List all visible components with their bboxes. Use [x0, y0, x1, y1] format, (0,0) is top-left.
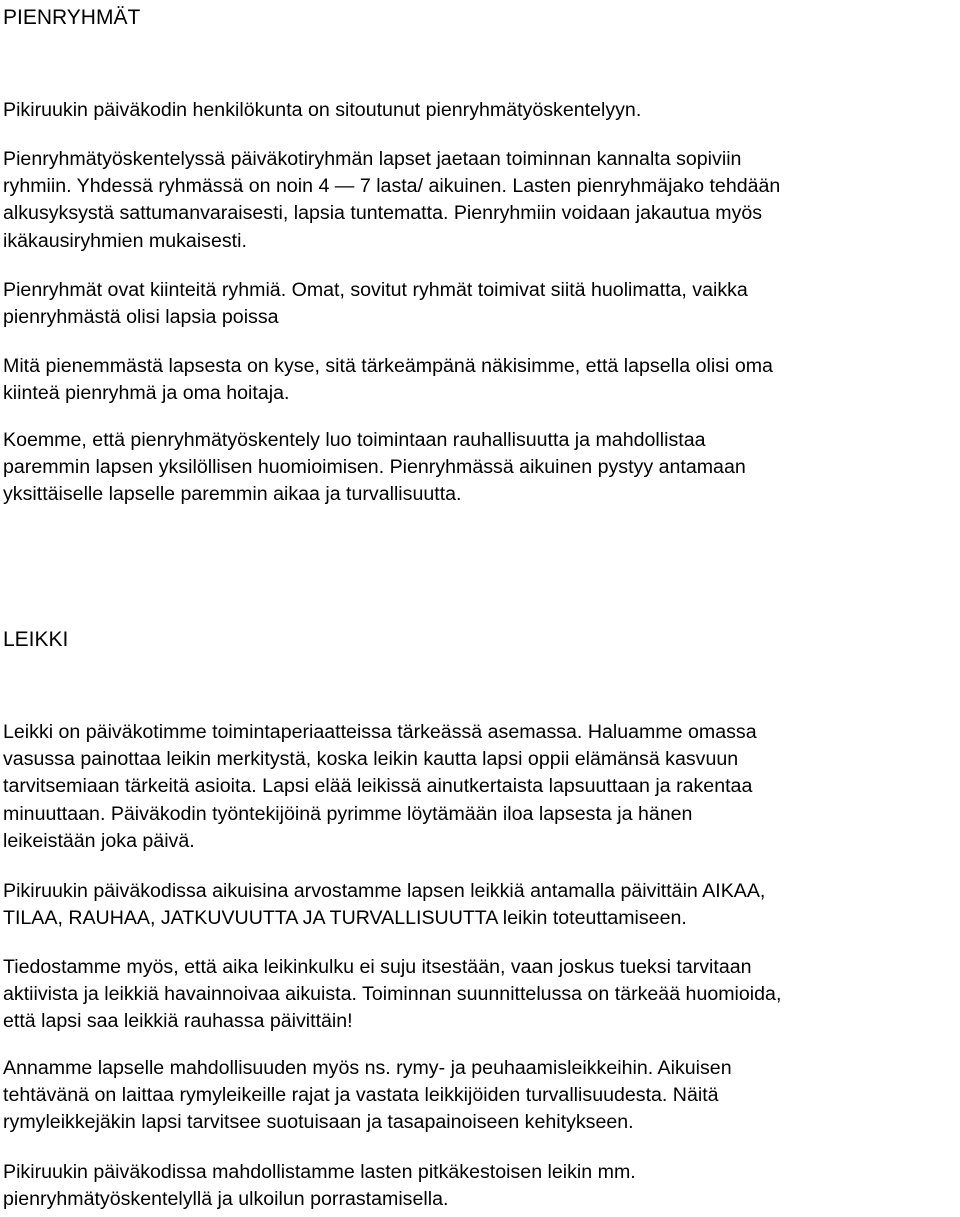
paragraph [3, 878, 953, 932]
text-line: Pienryhmätyöskentelyssä päiväkotiryhmän lapset jaetaan toiminnan kannalta sopiviin [3, 148, 742, 170]
text-line: yksittäiselle lapselle paremmin aikaa ja turvallisuutta. [3, 483, 462, 506]
text-line: Pikiruukin päiväkodissa mahdollistamme lasten pitkäkestoisen leikin mm. [3, 1161, 636, 1183]
text-line: Pikiruukin päiväkodissa aikuisina arvostamme lapsen leikkiä antamalla päivittäin AIKAA, [3, 880, 766, 902]
paragraph [3, 427, 953, 509]
text-line: pienryhmästä olisi lapsia poissa [3, 306, 279, 329]
text-line: aktiivista ja leikkiä havainnoivaa aikuista. Toiminnan suunnittelussa on tärkeää huomioida, [3, 983, 782, 1006]
text-line: leikeistään joka päivä. [3, 829, 195, 852]
text-line: pienryhmätyöskentelyllä ja ulkoilun porrastamisella. [3, 1188, 449, 1211]
paragraph [3, 146, 953, 255]
text-line: TILAA, RAUHAA, JATKUVUUTTA JA TURVALLISUUTTA leikin toteuttamiseen. [3, 907, 687, 930]
text-line: alkusyksystä sattumanvaraisesti, lapsia tuntematta. Pienryhmiin voidaan jakautua myös [3, 202, 763, 225]
paragraph [3, 719, 953, 855]
text-line: tehtävänä on laittaa rymyleikeille rajat ja vastata leikkijöiden turvallisuudesta. Näitä [3, 1084, 719, 1107]
paragraph [3, 277, 953, 331]
text-line: rymyleikkejäkin lapsi tarvitsee suotuisaan ja tasapainoiseen kehitykseen. [3, 1111, 634, 1134]
text-line: Tiedostamme myös, että aika leikinkulku ei suju itsestään, vaan joskus tueksi tarvitaan [3, 956, 752, 978]
text-line: että lapsi saa leikkiä rauhassa päivittäin! [3, 1010, 353, 1033]
text-line: Koemme, että pienryhmätyöskentely luo toimintaan rauhallisuutta ja mahdollistaa [3, 429, 706, 451]
text-line: kiinteä pienryhmä ja oma hoitaja. [3, 382, 290, 405]
text-line: tarvitsemiaan tärkeitä asioita. Lapsi elää leikissä ainutkertaista lapsuuttaan ja rakentaa [3, 775, 753, 798]
text-line: Leikki on päiväkotimme toimintaperiaatteissa tärkeässä asemassa. Haluamme omassa [3, 721, 757, 743]
paragraph [3, 954, 953, 1036]
paragraph [3, 97, 953, 124]
text-line: ryhmiin. Yhdessä ryhmässä on noin 4 — 7 lasta/ aikuinen. Lasten pienryhmäjako tehdään [3, 175, 781, 198]
text-line: Pienryhmät ovat kiinteitä ryhmiä. Omat, sovitut ryhmät toimivat siitä huolimatta, vaikka [3, 279, 748, 301]
section-heading-leikki: LEIKKI [3, 628, 69, 651]
text-line: Annamme lapselle mahdollisuuden myös ns. rymy- ja peuhaamisleikkeihin. Aikuisen [3, 1057, 732, 1079]
paragraph [3, 1159, 953, 1213]
paragraph [3, 1055, 953, 1137]
section-heading-pienryhmat: PIENRYHMÄT [3, 6, 141, 29]
text-line: vasussa painottaa leikin merkitystä, koska leikin kautta lapsi oppii elämänsä kasvuun [3, 748, 739, 771]
text-line: minuuttaan. Päiväkodin työntekijöinä pyrimme löytämään iloa lapsesta ja hänen [3, 802, 693, 825]
text-line: paremmin lapsen yksilöllisen huomioimisen. Pienryhmässä aikuinen pystyy antamaan [3, 456, 746, 479]
paragraph [3, 353, 953, 407]
text-line: Mitä pienemmästä lapsesta on kyse, sitä tärkeämpänä näkisimme, että lapsella olisi oma [3, 355, 773, 377]
text-line: Pikiruukin päiväkodin henkilökunta on sitoutunut pienryhmätyöskentelyyn. [3, 99, 642, 121]
text-line: ikäkausiryhmien mukaisesti. [3, 229, 247, 252]
